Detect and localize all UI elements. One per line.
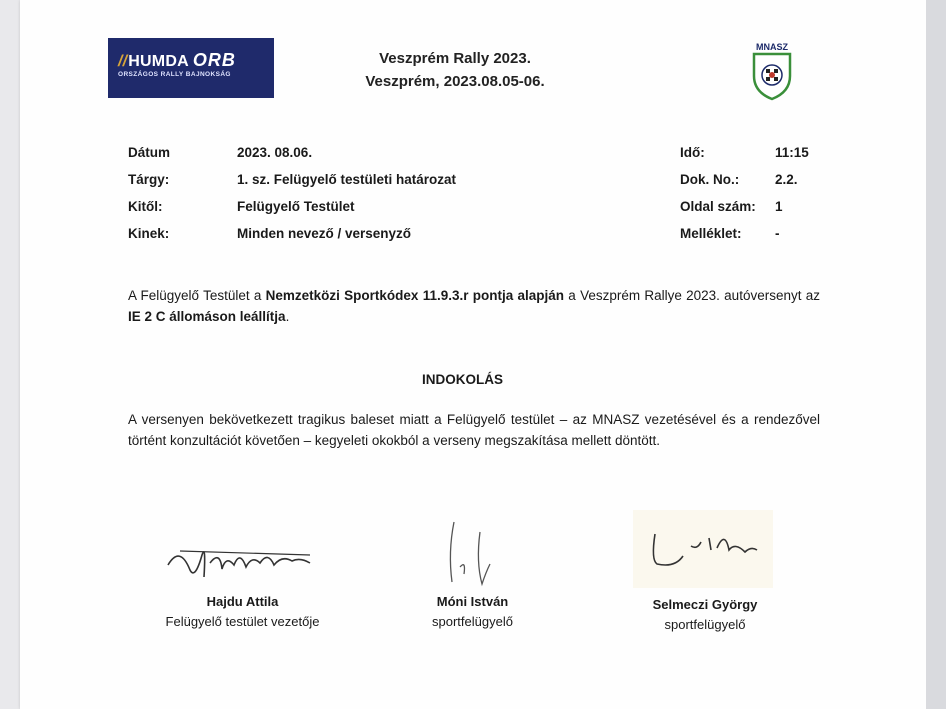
mnasz-emblem-icon [744,42,800,102]
decision-bold-1: Nemzetközi Sportkódex 11.9.3.r pontja alapján [265,288,565,303]
signature-hajdu-icon [160,525,330,590]
signature-name-3: Selmeczi György [652,597,758,612]
page-edge [926,0,946,709]
decision-text-2: a Veszprém Rallye 2023. autóversenyt az [564,288,820,303]
signature-role-2: sportfelügyelő [432,614,513,629]
signature-selmeczi-icon [645,520,765,580]
meta-from-label: Kitől: [128,199,163,214]
meta-to-label: Kinek: [128,226,170,241]
meta-time-value: 11:15 [775,145,809,160]
signature-name-2: Móni István [436,594,509,609]
logo-slash: // [118,53,128,70]
header-title-line1: Veszprém Rally 2023. [379,50,531,67]
meta-date-value: 2023. 08.06. [237,145,313,160]
meta-from-value: Felügyelő Testület [237,199,355,214]
humda-orb-logo [108,38,274,98]
logo-brand: HUMDA [128,53,189,70]
decision-text-1: A Felügyelő Testület a [128,288,266,303]
meta-to-value: Minden nevező / versenyző [237,226,412,241]
meta-subject-label: Tárgy: [128,172,170,187]
meta-time-label: Idő: [680,145,705,160]
meta-date-label: Dátum [128,145,171,160]
reasoning-paragraph: A versenyen bekövetkezett tragikus baleset miatt a Felügyelő testület – az MNASZ vezetésével és a rendezővel történt konzultációt követően – kegyeleti okokból a verseny megszakítása mellett döntött. [128,412,820,448]
signature-role-3: sportfelügyelő [664,617,746,632]
meta-subject-value: 1. sz. Felügyelő testületi határozat [237,172,457,187]
header-title-line2: Veszprém, 2023.08.05-06. [365,73,545,90]
signature-name-1: Hajdu Attila [206,594,279,609]
decision-text-3: . [285,309,290,324]
logo-brand-suffix: ORB [192,50,236,70]
meta-docno-label: Dok. No.: [680,172,740,187]
meta-page-value: 1 [775,199,783,214]
meta-attachment-value: - [775,226,780,241]
decision-bold-2: IE 2 C állomáson leállítja [128,309,286,324]
meta-docno-value: 2.2. [775,172,798,187]
decision-paragraph [128,285,820,327]
logo-subtitle: ORSZÁGOS RALLY BAJNOKSÁG [118,71,231,78]
reasoning-title: INDOKOLÁS [422,372,503,387]
meta-page-label: Oldal szám: [680,199,756,214]
signature-role-1: Felügyelő testület vezetője [165,614,320,629]
meta-attachment-label: Melléklet: [680,226,742,241]
document-header-title [300,47,610,93]
mnasz-logo-text: MNASZ [756,42,788,52]
mnasz-logo [744,42,800,102]
signature-moni-icon [430,512,510,592]
